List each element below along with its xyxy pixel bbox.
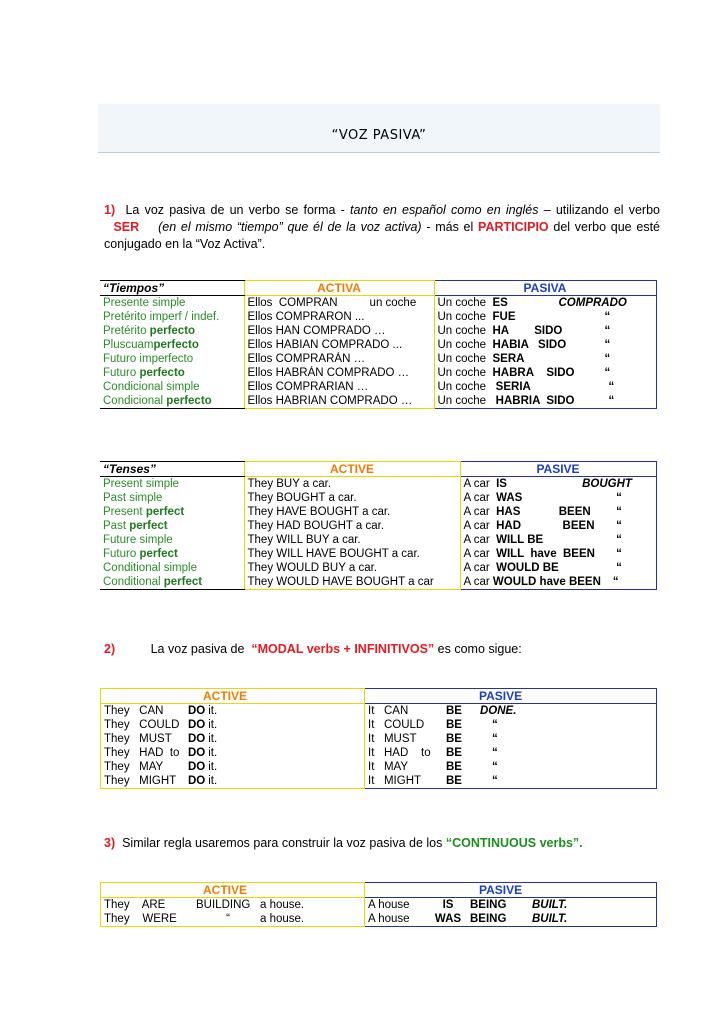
table-cell [100,519,244,533]
cell-text: a house. [260,913,305,925]
table-cell: Ellos HABIAN COMPRADO ... [244,338,434,352]
cell-text: BE [446,719,462,731]
cell-text: it. [208,775,218,787]
table-cell: They WOULD BUY a car. [244,561,460,575]
cell-text: it. [208,719,218,731]
table-cell [460,561,656,575]
cell-text: HAD BEEN [496,520,595,532]
table-header-tenses: “Tenses” [100,462,244,477]
cell-text: DO [188,705,206,717]
table-cell [100,352,244,366]
cell-text: “ [492,733,498,745]
cell-text: Past [103,520,130,532]
table-cell [460,547,656,561]
cell-text: Future simple [103,534,173,546]
table-row [101,746,657,760]
cell-text: “ [604,311,611,323]
cell-text: WOULD have BEEN [492,576,601,588]
cell-text: IS [442,899,454,911]
table-row [101,704,657,719]
table-row [101,760,657,774]
tenses-table [100,461,657,590]
cell-text: perfect [129,520,168,532]
table-header-active: ACTIVE [101,689,365,704]
continuous-keyword: “CONTINUOUS verbs”. [445,836,583,850]
table-cell [101,718,365,732]
cell-text: Un coche [437,311,487,323]
cell-text: Un coche [437,381,487,393]
cell-text: Pluscuam [103,339,154,351]
table-cell [100,491,244,505]
table-cell [365,760,657,774]
table-row [101,718,657,732]
section-1-text-italic: (en el mismo “tiempo” que él de la voz activa) [158,220,422,234]
cell-text: A car [463,506,490,518]
table-cell [100,324,244,338]
table-cell [460,519,656,533]
cell-text: It MIGHT [368,775,422,787]
cell-text: DO [188,747,206,759]
cell-text: “ [612,576,619,588]
table-cell [101,760,365,774]
cell-text: They MAY [104,761,164,773]
table-row [101,912,657,927]
cell-text: BEING [470,899,507,911]
table-cell: They WILL HAVE BOUGHT a car. [244,547,460,561]
cell-text: A car [463,548,490,560]
cell-text: Futuro imperfecto [103,353,194,365]
cell-text: They ARE [104,899,166,911]
continuous-table [100,882,657,927]
table-cell [365,732,657,746]
table-header-pasiva: PASIVA [434,281,656,296]
table-cell [434,324,656,338]
cell-text: WAS [496,492,523,504]
cell-text: BE [446,761,462,773]
table-row [100,491,656,505]
table-cell [434,310,656,324]
cell-text: BE [446,705,462,717]
modal-table [100,688,657,789]
table-cell [101,774,365,789]
table-header-pasive: PASIVE [365,883,657,898]
table-header-active: ACTIVE [101,883,365,898]
cell-text: “ [226,913,230,925]
table-cell: They BUY a car. [244,477,460,492]
cell-text: Un coche [437,297,487,309]
table-cell: Ellos COMPRARIAN … [244,380,434,394]
cell-text: BE [446,733,462,745]
table-cell: They BOUGHT a car. [244,491,460,505]
cell-text: A car [463,562,490,574]
table-row [100,324,656,338]
table-row [100,561,656,575]
cell-text: Pretérito imperf / indef. [103,311,220,323]
cell-text: DO [188,719,206,731]
cell-text: DO [188,733,206,745]
cell-text: BEING [470,913,507,925]
cell-text: A car [463,576,490,588]
table-cell: Ellos HABRÁN COMPRADO … [244,366,434,380]
table-cell [434,394,656,409]
cell-text: It COULD [368,719,425,731]
cell-text: “ [616,520,622,532]
cell-text: HABIA SIDO [492,339,567,351]
cell-text: WILL have BEEN [496,548,595,560]
table-cell: They WOULD HAVE BOUGHT a car [244,575,460,590]
tiempos-table [100,280,657,409]
cell-text: “ [616,492,622,504]
cell-text: “ [616,506,622,518]
cell-text: Un coche [437,325,487,337]
table-cell [460,575,656,590]
section-2-text: es como sigue: [434,642,522,656]
cell-text: WAS [434,913,462,925]
cell-text: “ [604,339,611,351]
cell-text: “ [492,719,498,731]
table-cell [365,898,657,913]
cell-text: It CAN [368,705,409,717]
cell-text: A car [463,478,490,490]
cell-text: Un coche [437,395,487,407]
cell-text: “ [604,353,611,365]
section-1-text: - más el [421,220,479,234]
table-cell [460,477,656,492]
cell-text: DONE. [480,705,517,717]
cell-text: it. [208,761,218,773]
cell-text: BUILDING [196,899,251,911]
section-2-paragraph [104,641,660,658]
cell-text: perfecto [153,339,199,351]
section-1-text: del verbo que esté conjugado en la “Voz Activa”. [104,220,660,251]
table-cell [100,394,244,409]
cell-text: A car [463,492,490,504]
cell-text: BUILT. [532,913,568,925]
cell-text: “ [616,534,622,546]
cell-text: They COULD [104,719,180,731]
table-cell [100,366,244,380]
table-cell [100,561,244,575]
cell-text: It MAY [368,761,409,773]
table-cell: They WILL BUY a car. [244,533,460,547]
table-cell [434,366,656,380]
table-row [100,547,656,561]
table-header-activa: ACTIVA [244,281,434,296]
cell-text: a house. [260,899,305,911]
table-cell: Ellos COMPRARON ... [244,310,434,324]
section-3-text: Similar regla usaremos para construir la voz pasiva de los [122,836,446,850]
table-cell: Ellos COMPRARÁN … [244,352,434,366]
table-row [101,898,657,913]
cell-text: FUE [492,311,516,323]
table-cell [101,898,365,913]
table-cell [101,912,365,927]
table-cell [100,575,244,590]
cell-text: HABRA SIDO [492,367,575,379]
cell-text: It MUST [368,733,417,745]
modal-keyword: “MODAL verbs + INFINITIVOS” [251,642,435,656]
cell-text: BOUGHT [582,478,632,490]
cell-text: DO [188,761,206,773]
table-cell [460,533,656,547]
table-cell: They HAD BOUGHT a car. [244,519,460,533]
table-cell: Ellos HABRIAN COMPRADO … [244,394,434,409]
table-cell [100,533,244,547]
cell-text: BUILT. [532,899,568,911]
cell-text: They WERE [104,913,177,925]
section-1-text-italic: tanto en español como en inglés [349,203,539,217]
cell-text: They MIGHT [104,775,177,787]
title-band [98,104,660,153]
table-row [100,338,656,352]
cell-text: WOULD BE [496,562,559,574]
cell-text: It HAD to [368,747,431,759]
cell-text: it. [208,733,218,745]
table-row [100,296,656,311]
table-cell [100,505,244,519]
section-1-text: La voz pasiva de un verbo se forma - [125,203,350,217]
cell-text: “ [492,761,498,773]
cell-text: perfecto [139,367,185,379]
cell-text: IS [496,478,507,490]
table-row [101,732,657,746]
table-cell [434,338,656,352]
table-header-tiempos: “Tiempos” [100,281,244,296]
table-header-pasive: PASIVE [365,689,657,704]
cell-text: Past simple [103,492,163,504]
section-1-number: 1) [104,203,116,217]
table-cell [460,505,656,519]
table-cell [101,704,365,719]
cell-text: Present [103,506,146,518]
table-cell [460,491,656,505]
table-cell: Ellos HAN COMPRADO … [244,324,434,338]
table-row [100,310,656,324]
cell-text: BE [446,775,462,787]
table-cell [434,380,656,394]
table-cell: They HAVE BOUGHT a car. [244,505,460,519]
table-row [100,380,656,394]
cell-text: ES [492,297,508,309]
table-cell: Ellos COMPRAN un coche [244,296,434,311]
cell-text: perfect [145,506,185,518]
cell-text: COMPRADO [558,297,627,309]
cell-text: perfecto [149,325,196,337]
cell-text: They MUST [104,733,172,745]
cell-text: SERIA [492,381,531,393]
section-2-number: 2) [104,642,116,656]
cell-text: Presente simple [103,297,186,309]
section-2-text: La voz pasiva de [150,642,248,656]
cell-text: WILL BE [496,534,544,546]
table-row [100,575,656,590]
cell-text: HAS BEEN [496,506,591,518]
cell-text: “ [492,747,498,759]
cell-text: Futuro [103,367,140,379]
cell-text: A car [463,520,490,532]
cell-text: “ [608,381,615,393]
cell-text: Un coche [437,353,487,365]
table-row [100,366,656,380]
cell-text: perfect [163,576,203,588]
table-row [100,533,656,547]
table-cell [100,310,244,324]
ser-keyword: SER [113,220,140,234]
cell-text: A house [368,913,410,925]
cell-text: BE [446,747,462,759]
cell-text: A car [463,534,490,546]
table-row [100,477,656,492]
cell-text: it. [208,747,218,759]
table-row [100,394,656,409]
table-cell [101,732,365,746]
section-1-text: – utilizando el verbo [538,203,660,217]
cell-text: Present simple [103,478,180,490]
participio-keyword: PARTICIPIO [478,220,549,234]
cell-text: Futuro [103,548,140,560]
table-cell [365,912,657,927]
cell-text: A house [368,899,410,911]
cell-text: “ [616,562,622,574]
section-3-paragraph [104,835,660,852]
table-cell [365,746,657,760]
table-row [100,519,656,533]
cell-text: perfecto [166,395,212,407]
table-cell [100,380,244,394]
cell-text: it. [208,705,218,717]
cell-text: “ [604,325,611,337]
table-row [101,774,657,789]
table-cell [365,718,657,732]
section-3-number: 3) [104,836,116,850]
cell-text: HA SIDO [492,325,563,337]
cell-text: Condicional [103,395,167,407]
cell-text: Un coche [437,367,487,379]
table-cell [100,296,244,311]
table-cell [434,352,656,366]
cell-text: They CAN [104,705,164,717]
table-row [100,352,656,366]
cell-text: DO [188,775,206,787]
table-cell [365,774,657,789]
cell-text: SERA [492,353,525,365]
table-row [100,505,656,519]
table-header-pasive: PASIVE [460,462,656,477]
cell-text: Conditional [103,576,164,588]
cell-text: “ [604,367,611,379]
section-1-paragraph [104,202,660,253]
cell-text: Pretérito [103,325,150,337]
cell-text: Condicional simple [103,381,200,393]
table-cell [100,547,244,561]
cell-text: HABRIA SIDO [492,395,575,407]
cell-text: They HAD to [104,747,180,759]
cell-text: Conditional simple [103,562,197,574]
cell-text: “ [608,395,615,407]
table-cell [100,338,244,352]
cell-text: “ [492,775,498,787]
table-cell [434,296,656,311]
cell-text: perfect [139,548,178,560]
table-header-active: ACTIVE [244,462,460,477]
cell-text: Un coche [437,339,487,351]
table-cell [101,746,365,760]
page-title: “VOZ PASIVA” [331,128,427,143]
cell-text: “ [616,548,622,560]
table-cell [100,477,244,492]
table-cell [365,704,657,719]
